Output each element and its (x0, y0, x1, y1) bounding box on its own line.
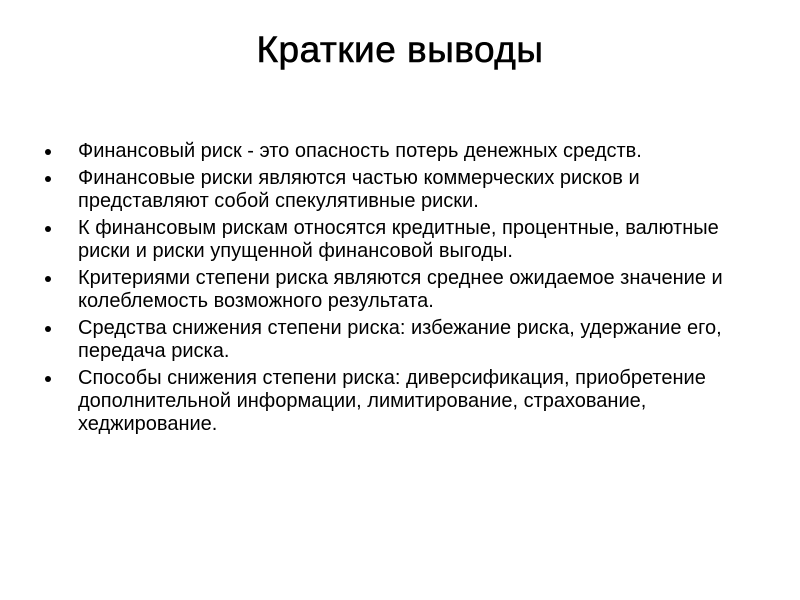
slide-title: Краткие выводы (256, 29, 544, 70)
bullet-item (42, 317, 772, 363)
bullet-text: К финансовым рискам относятся кредитные, процентные, валютные риски и риски упущенной финансовой выгоды. (78, 217, 719, 262)
bullet-item (42, 267, 772, 313)
bullet-item (42, 367, 772, 436)
bullet-text: Средства снижения степени риска: избежание риска, удержание его, передача риска. (78, 317, 722, 362)
bullet-text: Финансовые риски являются частью коммерческих рисков и представляют собой спекулятивные риски. (78, 167, 640, 212)
bullet-item (42, 217, 772, 263)
bullet-dot-icon (45, 276, 51, 282)
bullet-text: Способы снижения степени риска: диверсификация, приобретение дополнительной информации, лимитирование, страхование, хеджирование. (78, 367, 706, 435)
bullet-text: Финансовый риск - это опасность потерь денежных средств. (78, 140, 642, 162)
bullet-dot-icon (45, 376, 51, 382)
bullet-item (42, 167, 772, 213)
bullet-dot-icon (45, 149, 51, 155)
bullet-item (42, 140, 772, 163)
bullet-text: Критериями степени риска являются среднее ожидаемое значение и колеблемость возможного результата. (78, 267, 723, 312)
bullet-dot-icon (45, 326, 51, 332)
bullet-dot-icon (45, 176, 51, 182)
bullet-list (42, 140, 772, 440)
bullet-dot-icon (45, 226, 51, 232)
